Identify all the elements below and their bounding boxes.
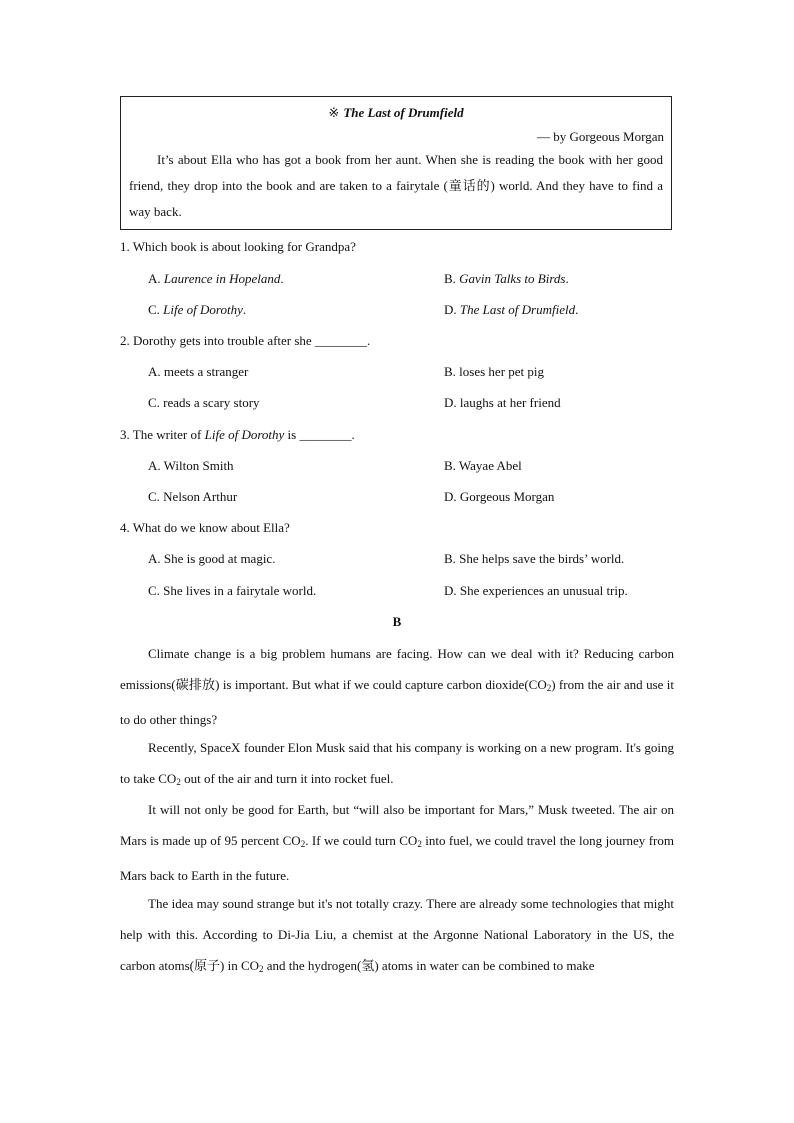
- option-punct: .: [242, 302, 247, 317]
- q2-option-c: C. reads a scary story: [148, 395, 260, 410]
- book-intro-box: [120, 96, 672, 230]
- q3-option-b: B. Wayae Abel: [444, 458, 522, 473]
- option-title: Laurence in Hopeland: [163, 271, 281, 286]
- subscript: 2: [176, 777, 181, 787]
- paragraph-3: [120, 794, 674, 891]
- question-3: [120, 427, 355, 443]
- paragraph-text: and the hydrogen(氢) atoms in water can be combined to make: [263, 958, 595, 973]
- q3-option-c: C. Nelson Arthur: [148, 489, 238, 504]
- option-punct: .: [280, 271, 284, 286]
- paragraph-4: [120, 888, 674, 985]
- paragraph-text: into fuel, we could travel the long journey from Mars back to Earth in the future.: [120, 833, 674, 883]
- q4-option-d: D. She experiences an unusual trip.: [444, 583, 628, 598]
- q2-option-b: B. loses her pet pig: [444, 364, 545, 379]
- subscript: 2: [300, 839, 306, 849]
- book-description: It’s about Ella who has got a book from her aunt. When she is reading the book with her good friend, they drop into the book and are taken to a fairytale (童话的) world. And they have to find a way back.: [129, 152, 663, 219]
- q3-option-d: D. Gorgeous Morgan: [444, 489, 555, 504]
- q1-option-a: [148, 271, 284, 287]
- option-letter: B.: [444, 271, 460, 286]
- paragraph-text: ) from the air and use it to do other things?: [120, 677, 674, 727]
- paragraph-2: [120, 732, 674, 798]
- subscript: 2: [259, 964, 264, 974]
- q3-option-a: A. Wilton Smith: [148, 458, 234, 473]
- q1-option-d: [444, 302, 578, 318]
- question-blank: is ________.: [284, 427, 355, 442]
- option-title: Life of Dorothy: [163, 302, 243, 317]
- paragraph-text: Recently, SpaceX founder Elon Musk said that his company is working on a new program. It's going to take CO: [120, 740, 674, 786]
- question-1: 1. Which book is about looking for Grandpa?: [120, 239, 356, 254]
- paragraph-text: out of the air and turn it into rocket fuel.: [180, 771, 394, 786]
- book-title-text: The Last of Drumfield: [343, 105, 464, 120]
- q4-option-c: C. She lives in a fairytale world.: [148, 583, 317, 598]
- book-title: [121, 105, 671, 121]
- subscript: 2: [417, 839, 422, 849]
- paragraph-text: . If we could turn CO: [305, 833, 418, 848]
- paragraph-text: It will not only be good for Earth, but “will also be important for Mars,” Musk tweeted. The air on Mars is made up of 95 percent CO: [120, 802, 674, 848]
- option-punct: .: [575, 302, 579, 317]
- section-heading-b: B: [392, 614, 402, 629]
- paragraph-text: Climate change is a big problem humans are facing. How can we deal with it? Reducing carbon emissions(碳排放) is important. But what if we could capture carbon dioxide(CO: [120, 646, 674, 692]
- question-4: 4. What do we know about Ella?: [120, 520, 290, 535]
- reference-mark: ※: [328, 105, 340, 120]
- question-2: 2. Dorothy gets into trouble after she ________.: [120, 333, 371, 348]
- q1-option-b: [444, 271, 569, 287]
- option-letter: C.: [148, 302, 164, 317]
- q4-option-b: B. She helps save the birds’ world.: [444, 551, 625, 566]
- option-letter: D.: [444, 302, 460, 317]
- option-letter: A.: [148, 271, 164, 286]
- option-title: Gavin Talks to Birds: [459, 271, 566, 286]
- question-book-title: Life of Dorothy: [204, 427, 285, 442]
- subscript: 2: [546, 683, 552, 693]
- question-text: 3. The writer of: [120, 427, 205, 442]
- q1-option-c: [148, 302, 246, 318]
- q4-option-a: A. She is good at magic.: [148, 551, 276, 566]
- option-punct: .: [565, 271, 569, 286]
- option-title: The Last of Drumfield: [459, 302, 576, 317]
- q2-option-d: D. laughs at her friend: [444, 395, 561, 410]
- q2-option-a: A. meets a stranger: [148, 364, 249, 379]
- paragraph-text: The idea may sound strange but it's not totally crazy. There are already some technologies that might help with this. According to Di-Jia Liu, a chemist at the Argonne National Laboratory in the US, the carbon atoms(原子) in CO: [120, 896, 674, 973]
- book-author: — by Gorgeous Morgan: [537, 129, 664, 144]
- paragraph-1: [120, 638, 674, 735]
